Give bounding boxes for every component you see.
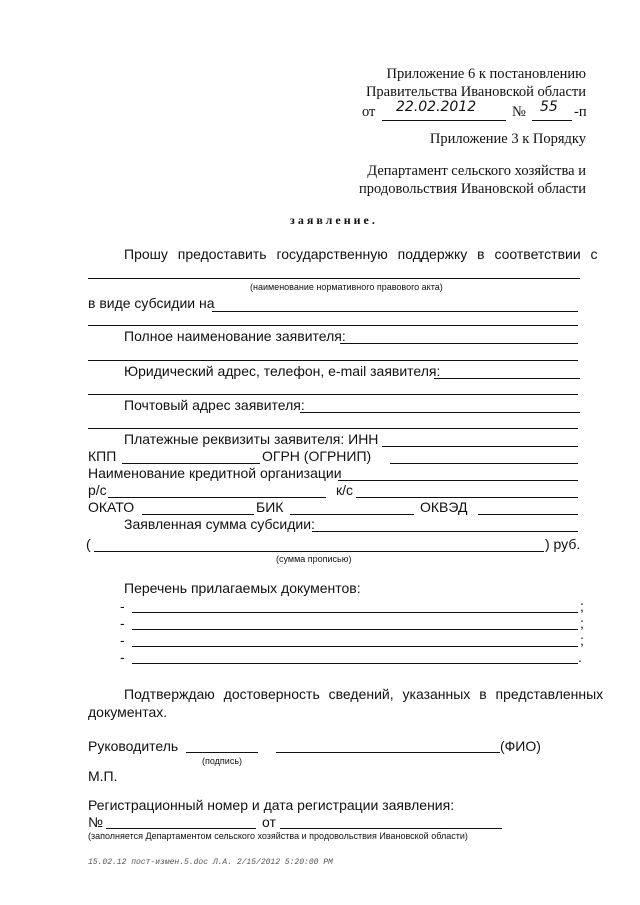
amount-open-paren: ( (86, 536, 91, 552)
doc-dash-4: - (120, 649, 125, 665)
annex6-line2: Правительства Ивановской области (365, 84, 586, 100)
confirm-line2: документах. (88, 704, 168, 720)
ogrn-label: ОГРН (ОГРНИП) (262, 448, 372, 464)
caption-filled: (заполняется Департаментом сельского хозяйства и продовольствия Ивановской области) (88, 831, 468, 841)
from-label: от (362, 104, 376, 120)
postal-address-line[interactable] (300, 412, 580, 413)
annex6-line1: Приложение 6 к постановлению (386, 66, 586, 82)
reg-date-line[interactable] (280, 828, 502, 829)
amount-label: Заявленная сумма субсидии: (124, 516, 315, 532)
amount-line[interactable] (312, 531, 578, 532)
full-name-line-2[interactable] (88, 360, 578, 361)
doc-line-1[interactable] (132, 612, 578, 613)
confirm-line1: Подтверждаю достоверность сведений, указанных в представленных (124, 686, 604, 702)
doc-semicolon-3: ; (580, 632, 584, 648)
postal-address-label: Почтовый адрес заявителя: (124, 397, 305, 413)
number-label: № (512, 104, 526, 120)
signature-line[interactable] (186, 752, 258, 753)
intro-text: Прошу предоставить государственную поддержку в соответствии с (124, 246, 598, 262)
reg-no-label: № (88, 814, 104, 830)
full-name-line[interactable] (340, 343, 578, 344)
inn-line[interactable] (382, 446, 578, 447)
act-line[interactable] (88, 278, 580, 279)
ks-line[interactable] (356, 497, 578, 498)
mp-label: М.П. (88, 768, 118, 784)
legal-address-line-2[interactable] (88, 394, 578, 395)
doc-dash-3: - (120, 632, 125, 648)
caption-signature: (подпись) (202, 756, 243, 766)
reg-number-line[interactable] (106, 828, 256, 829)
document-title: заявление. (290, 213, 378, 227)
fio-line[interactable] (276, 752, 500, 753)
docs-label: Перечень прилагаемых документов: (124, 580, 361, 596)
footer-stamp: 15.02.12 пост-измен.5.doc Л.А. 2/15/2012 5:20:00 PM (88, 858, 333, 867)
doc-semicolon-1: ; (580, 598, 584, 614)
kpp-line[interactable] (122, 463, 260, 464)
amount-suffix: ) руб. (545, 536, 581, 552)
dept-line2: продовольствия Ивановской области (359, 181, 586, 197)
okved-line[interactable] (478, 514, 578, 515)
legal-address-label: Юридический адрес, телефон, e-mail заявителя: (124, 363, 441, 379)
dept-line1: Департамент сельского хозяйства и (367, 163, 586, 179)
legal-address-line[interactable] (434, 378, 580, 379)
okved-label: ОКВЭД (420, 499, 468, 515)
kpp-label: КПП (88, 448, 117, 464)
ogrn-line[interactable] (390, 463, 578, 464)
postal-address-line-2[interactable] (88, 428, 578, 429)
caption-amount: (сумма прописью) (276, 554, 352, 564)
doc-period: . (578, 649, 582, 665)
bank-label: Наименование кредитной организации (88, 465, 342, 481)
doc-dash-2: - (120, 615, 125, 631)
doc-semicolon-2: ; (580, 615, 584, 631)
subsidy-line[interactable] (212, 311, 578, 312)
amount-words-line[interactable] (94, 551, 544, 552)
doc-line-4[interactable] (132, 663, 578, 664)
bik-label: БИК (256, 499, 284, 515)
payment-label: Платежные реквизиты заявителя: ИНН (124, 431, 379, 447)
rs-label: р/с (88, 482, 107, 498)
reg-from-label: от (262, 814, 276, 830)
full-name-label: Полное наименование заявителя: (124, 328, 346, 344)
date-handwritten: 22.02.2012 (396, 99, 477, 115)
subsidy-label: в виде субсидии на (88, 295, 215, 311)
subsidy-line-2[interactable] (88, 325, 578, 326)
rs-line[interactable] (108, 497, 326, 498)
ks-label: к/с (336, 482, 354, 498)
reg-label: Регистрационный номер и дата регистрации заявления: (88, 797, 455, 813)
doc-line-3[interactable] (132, 646, 578, 647)
date-line (382, 120, 506, 121)
doc-dash-1: - (120, 598, 125, 614)
bank-line[interactable] (338, 480, 578, 481)
head-label: Руководитель (88, 738, 179, 754)
number-handwritten: 55 (540, 99, 558, 115)
fio-label: (ФИО) (500, 738, 541, 754)
okato-line[interactable] (142, 514, 254, 515)
okato-label: ОКАТО (88, 499, 135, 515)
number-suffix: -п (574, 104, 587, 120)
bik-line[interactable] (290, 514, 414, 515)
doc-line-2[interactable] (132, 629, 578, 630)
caption-act: (наименование нормативного правового акта) (250, 282, 443, 292)
annex3: Приложение 3 к Порядку (429, 131, 586, 147)
number-line (532, 120, 572, 121)
